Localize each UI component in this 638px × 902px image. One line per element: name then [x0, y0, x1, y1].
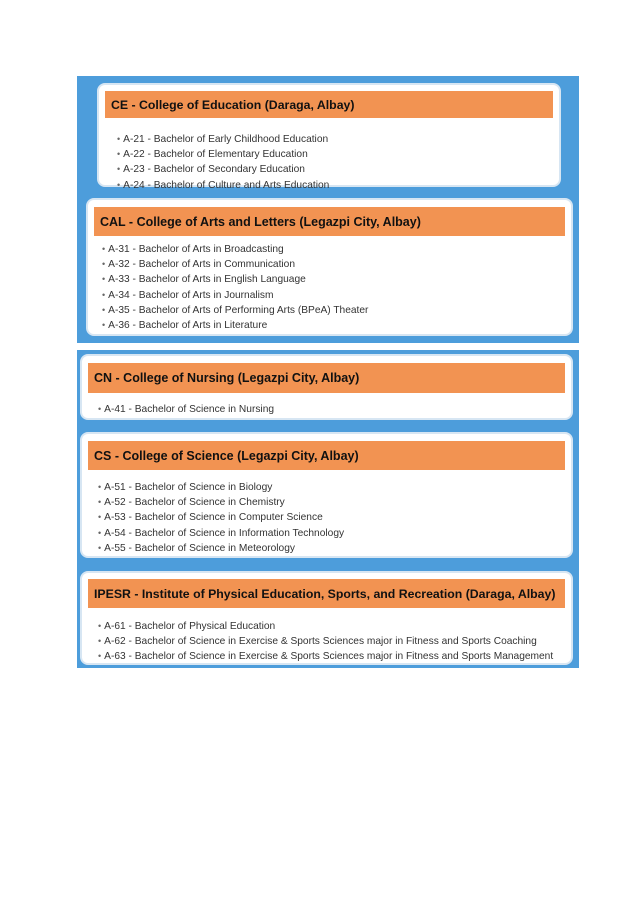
program-item — [102, 242, 368, 257]
program-item — [98, 402, 274, 417]
college-title: CS - College of Science (Legazpi City, Albay) — [88, 441, 565, 470]
program-label: A-35 - Bachelor of Arts of Performing Arts (BPeA) Theater — [108, 304, 369, 316]
program-label: A-32 - Bachelor of Arts in Communication — [108, 259, 296, 271]
program-item — [98, 510, 344, 525]
college-card-ce — [97, 83, 561, 191]
bullet-icon: • — [102, 320, 106, 331]
program-label: A-22 - Bachelor of Elementary Education — [123, 149, 308, 161]
college-title: CN - College of Nursing (Legazpi City, Albay) — [88, 363, 565, 393]
program-label: A-33 - Bachelor of Arts in English Language — [108, 274, 306, 286]
college-title: IPESR - Institute of Physical Education, Sports, and Recreation (Daraga, Albay) — [88, 579, 565, 608]
program-label: A-36 - Bachelor of Arts in Literature — [108, 320, 268, 332]
bullet-icon: • — [117, 149, 121, 160]
bullet-icon: • — [98, 512, 102, 523]
bullet-icon: • — [98, 651, 102, 662]
program-item — [98, 619, 553, 634]
program-item — [98, 526, 344, 541]
bullet-icon: • — [98, 404, 102, 414]
program-label: A-54 - Bachelor of Science in Information Technology — [104, 527, 345, 539]
program-list — [117, 132, 329, 193]
college-title: CE - College of Education (Daraga, Albay) — [105, 91, 553, 118]
bullet-icon: • — [98, 527, 102, 538]
bullet-icon: • — [117, 164, 121, 175]
bullet-icon: • — [98, 636, 102, 647]
program-list — [98, 402, 274, 417]
program-item — [98, 634, 553, 649]
bullet-icon: • — [98, 542, 102, 553]
blue-panel-bottom — [77, 350, 579, 668]
bullet-icon: • — [102, 304, 106, 315]
bullet-icon: • — [98, 497, 102, 508]
program-list — [98, 480, 344, 556]
program-item — [98, 480, 344, 495]
program-label: A-53 - Bachelor of Science in Computer Science — [104, 512, 323, 524]
program-list — [98, 619, 553, 665]
program-item — [117, 162, 329, 177]
program-label: A-52 - Bachelor of Science in Chemistry — [104, 497, 285, 509]
program-label: A-55 - Bachelor of Science in Meteorology — [104, 542, 295, 554]
bullet-icon: • — [102, 274, 106, 285]
program-label: A-51 - Bachelor of Science in Biology — [104, 482, 273, 493]
bullet-icon: • — [98, 482, 102, 492]
program-label: A-63 - Bachelor of Science in Exercise & Sports Sciences major in Fitness and Sports Management — [104, 651, 554, 663]
program-label: A-31 - Bachelor of Arts in Broadcasting — [108, 244, 284, 255]
bullet-icon: • — [102, 289, 106, 300]
program-label: A-24 - Bachelor of Culture and Arts Education — [123, 179, 330, 191]
program-item — [98, 649, 553, 664]
bullet-icon: • — [117, 179, 121, 190]
college-card-cal — [86, 198, 573, 336]
blue-panel-top — [77, 76, 579, 343]
bullet-icon: • — [102, 244, 106, 254]
program-item — [102, 288, 368, 303]
bullet-icon: • — [102, 259, 106, 270]
college-card-cn — [80, 354, 573, 420]
program-item — [117, 132, 329, 147]
program-item — [117, 147, 329, 162]
program-list — [102, 242, 368, 333]
program-label: A-62 - Bachelor of Science in Exercise & Sports Sciences major in Fitness and Sports Coaching — [104, 636, 537, 648]
college-card-cs — [80, 432, 573, 558]
program-label: A-61 - Bachelor of Physical Education — [104, 621, 276, 632]
program-item — [117, 178, 329, 193]
program-item — [102, 303, 368, 318]
college-card-ipesr — [80, 571, 573, 665]
program-item — [98, 495, 344, 510]
program-item — [102, 257, 368, 272]
program-item — [102, 318, 368, 333]
college-title: CAL - College of Arts and Letters (Legazpi City, Albay) — [94, 207, 565, 236]
bullet-icon: • — [117, 134, 121, 144]
program-label: A-34 - Bachelor of Arts in Journalism — [108, 289, 274, 301]
program-label: A-41 - Bachelor of Science in Nursing — [104, 404, 275, 415]
bullet-icon: • — [98, 621, 102, 631]
program-item — [102, 272, 368, 287]
program-label: A-23 - Bachelor of Secondary Education — [123, 164, 305, 176]
program-item — [98, 541, 344, 556]
program-label: A-21 - Bachelor of Early Childhood Education — [123, 134, 329, 145]
